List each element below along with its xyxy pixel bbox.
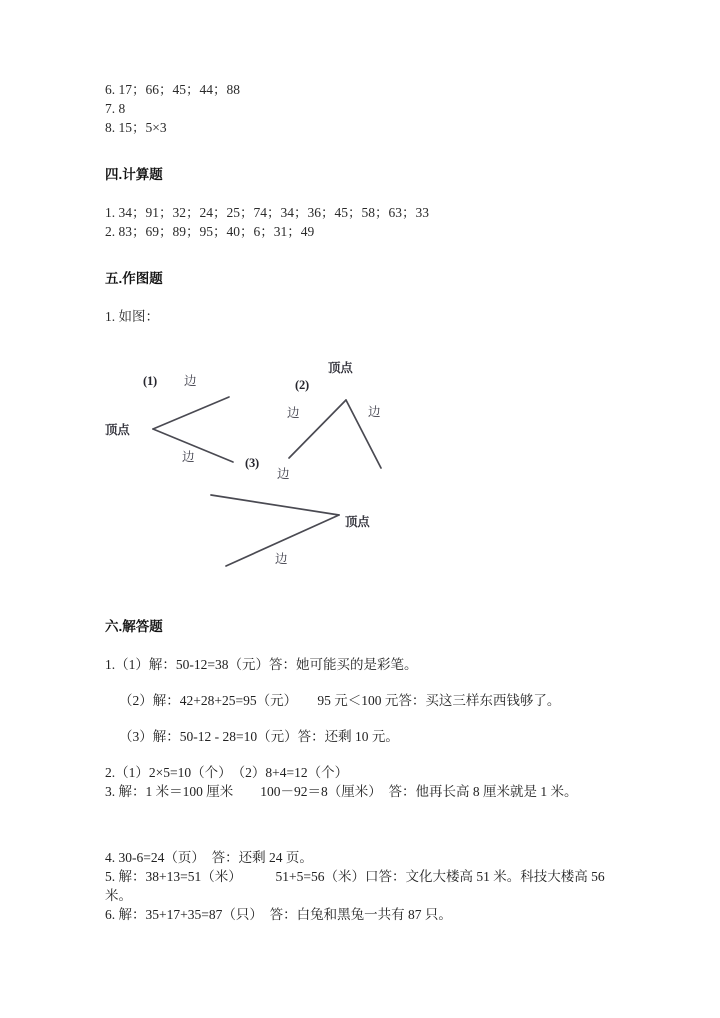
angle-2-number: (2) xyxy=(295,378,309,392)
angles-figure xyxy=(105,334,625,589)
solution-4: 4. 30-6=24（页） 答：还剩 24 页。 xyxy=(105,850,313,865)
solution-1-part-2: （2）解：42+28+25=95（元） 95 元＜100 元答：买这三样东西钱够了。 xyxy=(119,693,561,708)
section-four-answer-1: 1. 34；91；32；24；25；74；34；36；45；58；63；33 xyxy=(105,205,429,220)
angle-3-side-label-lower: 边 xyxy=(275,552,288,566)
angle-2-vertex-label: 顶点 xyxy=(328,361,353,375)
section-heading-four: 四.计算题 xyxy=(105,167,163,182)
angle-2-side-label-right: 边 xyxy=(368,405,381,419)
solution-1-part-3: （3）解：50-12 - 28=10（元）答：还剩 10 元。 xyxy=(119,729,399,744)
answer-line-8: 8. 15；5×3 xyxy=(105,120,167,135)
angle-3-vertex-label: 顶点 xyxy=(345,515,370,529)
angle-1-side-label-upper: 边 xyxy=(184,374,197,388)
section-six-answers xyxy=(105,655,625,924)
angle-1-upper-ray xyxy=(153,397,229,429)
section-heading-six: 六.解答题 xyxy=(105,619,163,634)
angle-1-vertex-label: 顶点 xyxy=(105,423,130,437)
solution-5: 5. 解：38+13=51（米） 51+5=56（米）口答：文化大楼高 51 米。科技大楼高 56 米。 xyxy=(105,869,608,903)
solution-6: 6. 解：35+17+35=87（只） 答：白兔和黑兔一共有 87 只。 xyxy=(105,907,452,922)
section-heading-five: 五.作图题 xyxy=(105,271,163,286)
angle-1-number: (1) xyxy=(143,374,157,388)
solution-2: 2.（1）2×5=10（个） （2）8+4=12（个） xyxy=(105,765,349,780)
solution-3: 3. 解：1 米＝100 厘米 100－92＝8（厘米） 答：他再长高 8 厘米就是 1 米。 xyxy=(105,784,578,799)
solution-spacer xyxy=(105,818,625,848)
answer-line-7: 7. 8 xyxy=(105,101,126,116)
angle-3-side-label-upper: 边 xyxy=(277,467,290,481)
angle-2-side-label-left: 边 xyxy=(287,406,300,420)
top-answers-block xyxy=(105,80,625,137)
section-four-answer-2: 2. 83；69；89；95；40；6；31；49 xyxy=(105,224,315,239)
answer-line-6: 6. 17；66；45；44；88 xyxy=(105,82,240,97)
figure-intro-text: 1. 如图： xyxy=(105,309,159,324)
angle-3-number: (3) xyxy=(245,456,259,470)
angle-3-upper-ray xyxy=(211,495,339,515)
section-four-answers xyxy=(105,203,625,241)
angle-1-side-label-lower: 边 xyxy=(182,450,195,464)
solution-1-part-1: 1.（1）解：50-12=38（元）答：她可能买的是彩笔。 xyxy=(105,657,418,672)
angle-1-rays xyxy=(153,397,233,589)
page-content xyxy=(105,80,625,924)
